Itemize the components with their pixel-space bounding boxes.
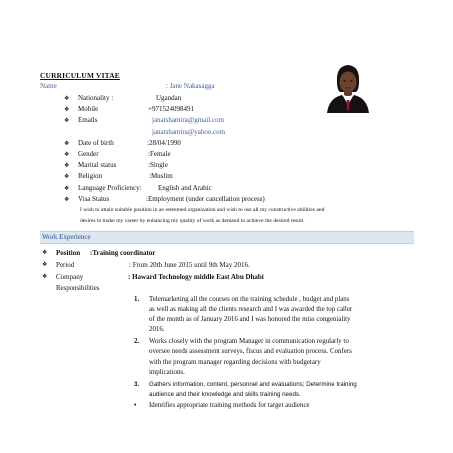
responsibilities-list: [134, 295, 424, 411]
diamond-bullet-icon: ❖: [64, 95, 70, 102]
diamond-bullet-icon: ❖: [64, 106, 70, 114]
diamond-bullet-icon: ❖: [64, 162, 70, 170]
diamond-bullet-icon: ❖: [64, 150, 70, 158]
personal-details: [64, 93, 394, 205]
detail-email-2: [64, 127, 394, 138]
list-item: • Identifies appropriate training methods for target audience: [134, 401, 424, 411]
career-objective: I wish to attain suitable position in an esteemed organization and wish to use all my constructive abilities and desires to make my career by enhancing my quality of work as demand to achieve the desired result.: [80, 207, 325, 224]
detail-dob: ❖ Date of birth :28/04/1990: [64, 138, 394, 149]
cv-title: CURRICULUM VITAE: [40, 71, 120, 80]
detail-email-1: ❖ Emails janatshamira@gmail.com: [64, 115, 394, 126]
detail-language: ❖ Language Proficiency: English and Arabic: [64, 183, 394, 194]
email-link-yahoo[interactable]: janatshamira@yahoo.com: [152, 127, 226, 136]
detail-gender: ❖ Gender :Female: [64, 149, 394, 160]
round-bullet-icon: •: [134, 401, 137, 409]
detail-religion: ❖ Religion :Muslim: [64, 171, 394, 182]
diamond-bullet-icon: ❖: [42, 261, 48, 268]
list-item: 3. Gathers information, content, personnel and evaluations; Determine training audience and their knowledge and skills training needs.: [134, 380, 357, 398]
diamond-bullet-icon: ❖: [64, 173, 70, 181]
diamond-bullet-icon: ❖: [42, 273, 48, 280]
diamond-bullet-icon: ❖: [64, 117, 70, 125]
email-link-gmail[interactable]: janatshamira@gmail.com: [152, 116, 224, 125]
list-item: 1. Telemarketing all the courses on the training schedule , budget and plans as well as making all the clients research and I was awarded the top caller of the month as of January 2016 and I was honored the miss congeniality 2016.: [134, 296, 353, 334]
detail-nationality: ❖ Nationality : Ugandan: [64, 93, 394, 104]
list-item: 2. Works closely with the program Manager in communication regularly to oversee needs assessment surveys, fiscus and evaluation process. Confers with the program manager regarding decisions with budgetary implications.: [134, 338, 352, 376]
section-header-work-experience: Work Experience: [40, 231, 414, 244]
name-value: : Jane Nakasagga: [166, 82, 215, 90]
detail-mobile: ❖ Mobile +971524098491: [64, 104, 394, 115]
diamond-bullet-icon: ❖: [64, 195, 70, 203]
detail-visa-status: ❖ Visa Status :Employment (under cancellation process): [64, 194, 394, 205]
diamond-bullet-icon: ❖: [42, 249, 48, 256]
diamond-bullet-icon: ❖: [64, 139, 70, 147]
responsibilities-label: Responsibilities: [56, 285, 100, 292]
diamond-bullet-icon: ❖: [64, 184, 70, 192]
name-label: Name: [40, 82, 57, 90]
detail-marital-status: ❖ Marital status :Single: [64, 160, 394, 171]
